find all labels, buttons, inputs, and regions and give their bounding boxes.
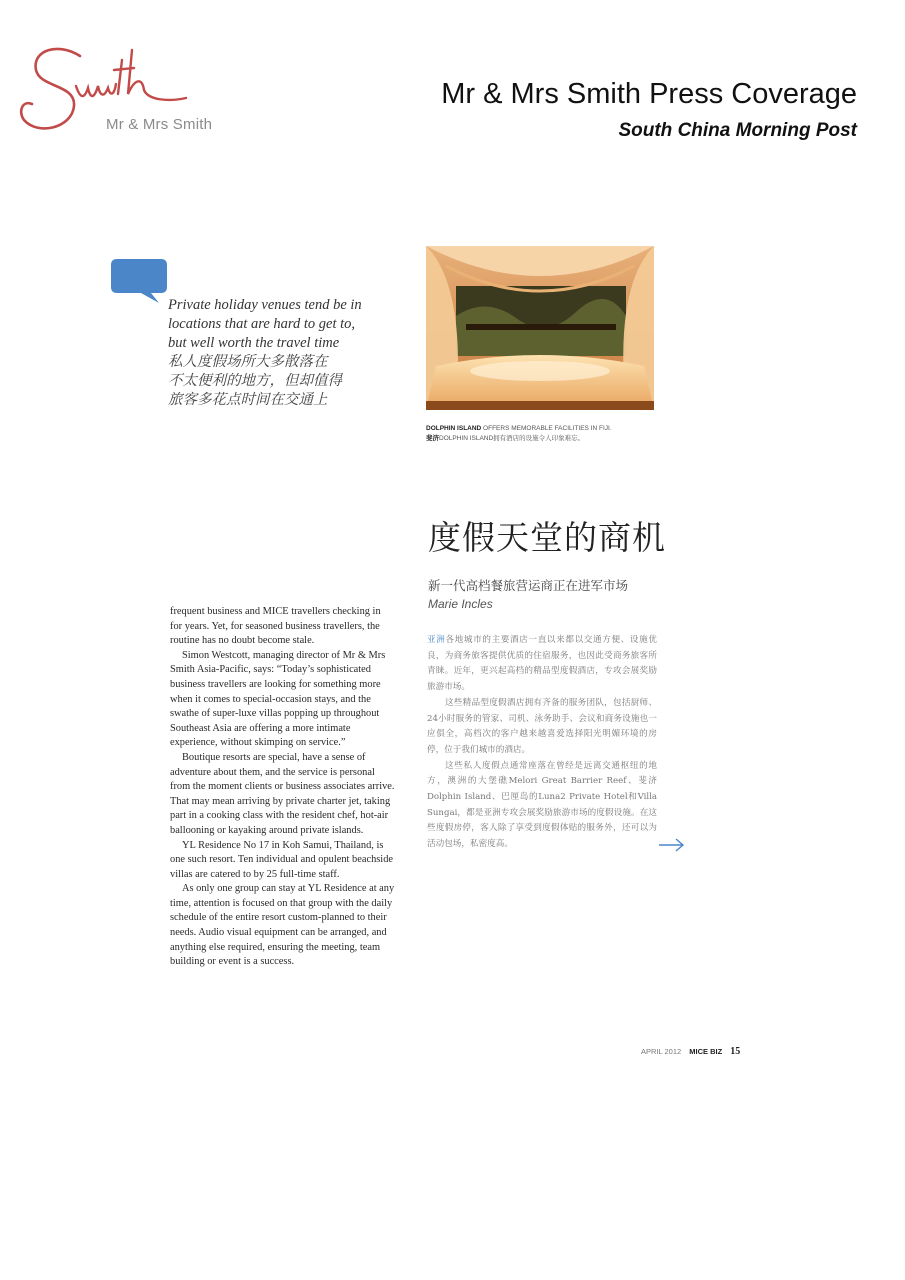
pull-quote <box>168 296 398 410</box>
cn-body-paragraph: 这些精品型度假酒店拥有齐备的服务团队，包括厨师、24小时服务的管家、司机、泳务助手、会议和商务设施也一应俱全，高档次的客户越来越喜爱选择阳光明媚环境的房停，位于我们城市的酒店。 <box>427 697 657 755</box>
photo-caption <box>426 424 666 444</box>
body-paragraph: Simon Westcott, managing director of Mr & Mrs Smith Asia-Pacific, says: “Today’s sophisticated business travellers are looking for something more when it comes to special-occasion stays, and the swathe of super-luxe villas popping up throughout Southeast Asia are offering a more intimate experience, without skimping on service.” <box>170 649 386 749</box>
cn-body-paragraph <box>427 633 657 696</box>
english-body-column <box>170 605 395 970</box>
pull-quote-cn-line: 不太便利的地方，但却值得 <box>168 373 342 389</box>
body-paragraph: As only one group can stay at YL Residence at any time, attention is focused on that group with the daily schedule of the entire resort custom-planned to their needs. Audio visual equipment can be arranged, and anything else required, ensuring the meeting, team building or event is a success. <box>170 883 395 968</box>
logo-wordmark: Mr & Mrs Smith <box>106 116 213 133</box>
pull-quote-cn-line: 私人度假场所大多散落在 <box>168 354 328 370</box>
page-footer <box>641 1046 740 1057</box>
pull-quote-en-line: Private holiday venues tend be in <box>168 297 362 313</box>
caption-en-bold: DOLPHIN ISLAND <box>426 425 482 432</box>
brand-logo <box>18 40 218 150</box>
body-paragraph: Boutique resorts are special, have a sense of adventure about them, and the service is personal from the moment clients or business associates arrive. That may mean arriving by private charter jet, taking part in a cooking class with the resident chef, hot-air ballooning or kayaking around private islands. <box>170 751 395 836</box>
caption-cn-bold: 斐济 <box>426 435 439 442</box>
cn-body-text: 各地城市的主要酒店一直以来都以交通方便、设施优良，为商务旅客提供优质的住宿服务，也因此受商务旅客所青睐。近年，更兴起高档的精品型度假酒店，专攻会展奖励旅游市场。 <box>427 635 657 693</box>
publication-name: South China Morning Post <box>618 120 857 141</box>
cn-highlight-word: 亚洲 <box>427 635 446 645</box>
chinese-body-column <box>427 633 657 853</box>
speech-bubble-icon <box>111 259 167 303</box>
page-title: Mr & Mrs Smith Press Coverage <box>441 78 857 110</box>
canopy-bed-photo-icon <box>426 246 654 410</box>
body-paragraph: YL Residence No 17 in Koh Samui, Thailand, is one such resort. Ten individual and opulent beachside villas are catered to by 25 full-time staff. <box>170 839 393 880</box>
pull-quote-en-line: but well worth the travel time <box>168 335 340 351</box>
resort-photo <box>426 246 654 410</box>
article-byline: Marie Incles <box>428 597 493 611</box>
pull-quote-en-line: locations that are hard to get to, <box>168 316 356 332</box>
caption-cn-text: DOLPHIN ISLAND拥有酒店的设施令人印象难忘。 <box>439 435 585 442</box>
article-headline: 度假天堂的商机 <box>428 518 666 557</box>
cn-body-paragraph: 这些私人度假点通常座落在曾经是远离交通枢纽的地方，澳洲的大堡礁Melori Great Barrier Reef、斐济Dolphin Island、巴厘岛的Luna2 Private Hotel和Villa Sungai，都是亚洲专攻会展奖励旅游市场的度假设施。在这些度假房停，客人除了享受到度假体贴的服务外，还可以为活动包场，私密度高。 <box>427 760 657 850</box>
pull-quote-cn-line: 旅客多花点时间在交通上 <box>168 392 328 408</box>
page-number: 15 <box>730 1046 741 1057</box>
article-subheadline: 新一代高档餐旅营运商正在进军市场 <box>428 578 629 593</box>
smith-script-logo-icon <box>18 40 218 150</box>
photo-caption-en <box>426 424 666 434</box>
issue-date: APRIL 2012 <box>641 1047 682 1056</box>
caption-en-text: OFFERS MEMORABLE FACILITIES IN FIJI. <box>481 425 612 432</box>
body-paragraph: frequent business and MICE travellers checking in for years. Yet, for seasoned business travellers, the routine has no doubt become stale. <box>170 606 381 647</box>
photo-caption-cn <box>426 434 666 444</box>
continue-arrow-icon <box>659 838 685 852</box>
magazine-name: MICE BIZ <box>689 1047 723 1056</box>
